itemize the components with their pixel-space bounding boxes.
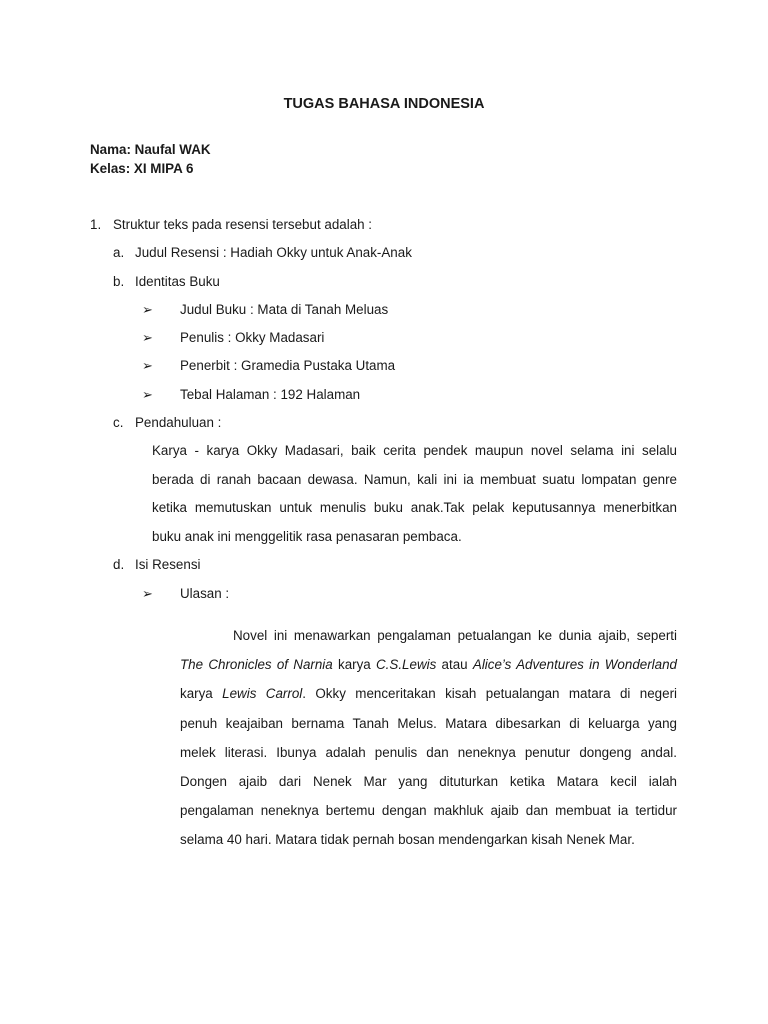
item-c-marker: c. [113, 415, 124, 430]
bullet-arrow-icon: ➢ [142, 302, 153, 317]
student-class: Kelas: XI MIPA 6 [90, 161, 194, 176]
book-title: Alice’s Adventures in Wonderland [472, 657, 677, 673]
item-a-marker: a. [113, 245, 125, 260]
paragraph-line: Dongen ajaib dari Nenek Mar yang dituturkan ketika Matara kecil ialah [180, 773, 677, 789]
paragraph-line: buku anak ini menggelitik rasa penasaran pembaca. [152, 528, 462, 544]
author-name: Lewis Carrol [222, 686, 303, 702]
paragraph-line: Karya - karya Okky Madasari, baik cerita pendek maupun novel selama ini selalu [152, 443, 677, 458]
item-d-marker: d. [113, 557, 125, 572]
bullet-arrow-icon: ➢ [142, 387, 153, 402]
page-title: TUGAS BAHASA INDONESIA [283, 96, 485, 112]
text-run: karya [180, 686, 223, 702]
bullet-item: Penulis : Okky Madasari [180, 330, 325, 345]
bullet-item: Ulasan : [180, 586, 230, 601]
intro-paragraph [152, 437, 677, 551]
bullet-arrow-icon: ➢ [142, 586, 153, 601]
question-text: Struktur teks pada resensi tersebut adalah : [113, 217, 373, 232]
text-run: . Okky menceritakan kisah petualangan matara di negeri [302, 686, 678, 702]
item-a-text: Judul Resensi : Hadiah Okky untuk Anak-Anak [135, 245, 412, 260]
author-name: C.S.Lewis [376, 657, 437, 673]
bullet-arrow-icon: ➢ [142, 358, 153, 373]
bullet-item: Penerbit : Gramedia Pustaka Utama [180, 358, 396, 373]
paragraph-line: pengalaman neneknya bertemu dengan makhluk ajaib dan membuat ia tertidur [180, 803, 677, 819]
paragraph-line: berada di ranah bacaan dewasa. Namun, kali ini ia membuat suatu lompatan genre [152, 471, 677, 487]
student-name: Nama: Naufal WAK [90, 142, 211, 157]
paragraph-line [180, 650, 677, 679]
bullet-item: Judul Buku : Mata di Tanah Meluas [180, 302, 389, 317]
item-c-text: Pendahuluan : [135, 415, 222, 430]
text-run: karya [332, 657, 377, 673]
paragraph-line [180, 679, 677, 708]
question-number: 1. [90, 217, 102, 232]
book-title: The Chronicles of Narnia [180, 657, 333, 673]
paragraph-line: ketika memutuskan untuk menulis buku anak.Tak pelak keputusannya menerbitkan [152, 500, 677, 516]
paragraph-line: Novel ini menawarkan pengalaman petualangan ke dunia ajaib, seperti [233, 628, 677, 643]
bullet-item: Tebal Halaman : 192 Halaman [180, 387, 361, 402]
review-paragraph [180, 621, 677, 855]
item-d-text: Isi Resensi [135, 557, 201, 572]
item-b-marker: b. [113, 274, 125, 289]
item-b-text: Identitas Buku [135, 274, 220, 289]
paragraph-line: selama 40 hari. Matara tidak pernah bosan mendengarkan kisah Nenek Mar. [180, 832, 635, 848]
bullet-arrow-icon: ➢ [142, 330, 153, 345]
paragraph-line: penuh keajaiban bernama Tanah Melus. Matara dibesarkan di keluarga yang [180, 715, 677, 731]
paragraph-line: melek literasi. Ibunya adalah penulis dan neneknya penutur dongeng andal. [180, 744, 677, 760]
text-run: atau [436, 657, 473, 673]
